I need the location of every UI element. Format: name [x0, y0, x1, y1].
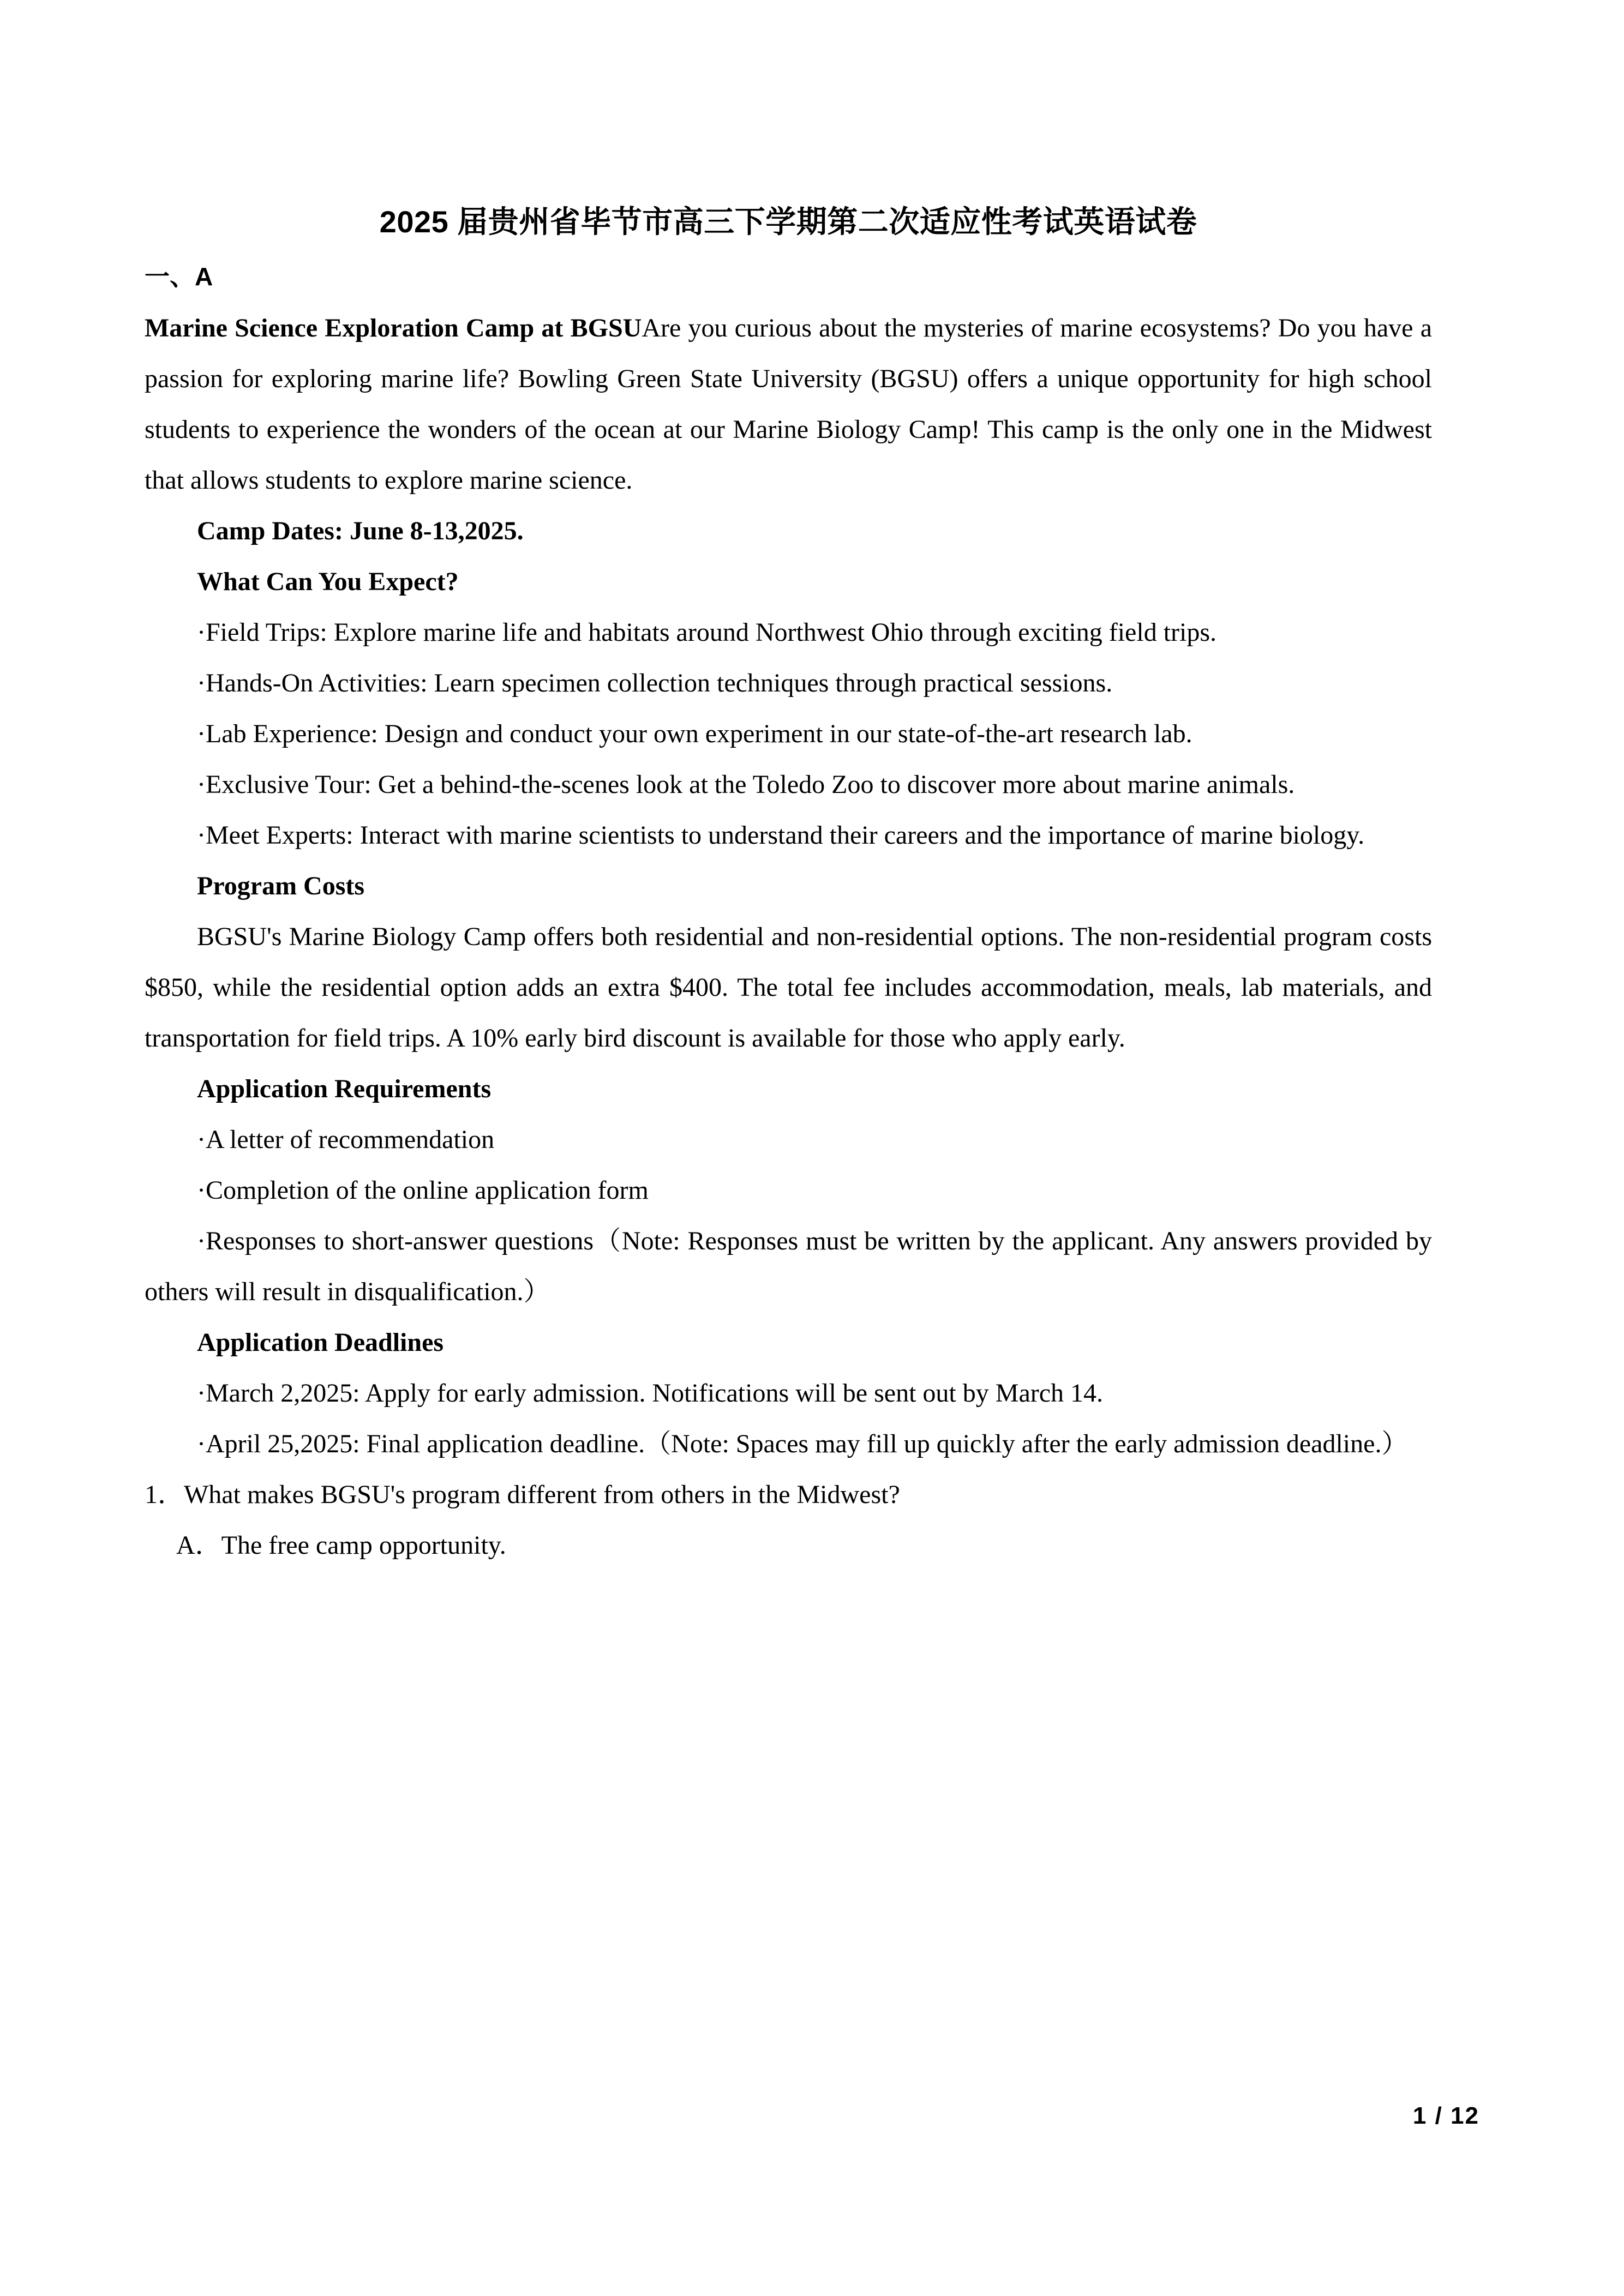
- question-stem-1: 1．What makes BGSU's program different from others in the Midwest?: [145, 1480, 900, 1510]
- passage-intro-paragraph: [145, 303, 1432, 506]
- list-item: ·Hands-On Activities: Learn specimen collection techniques through practical sessions.: [197, 669, 1113, 698]
- passage-intro-text: Are you curious about the mysteries of marine ecosystems? Do you have a passion for exploring marine life? Bowling Green State University (BGSU) offers a unique opportunity for high school students to experience the wonders of the ocean at our Marine Biology Camp! This camp is the only one in the Midwest that allows students to explore marine science.: [145, 314, 1432, 495]
- application-deadlines-heading: Application Deadlines: [197, 1328, 444, 1357]
- program-costs-heading: Program Costs: [197, 871, 365, 901]
- list-item: ·Completion of the online application form: [197, 1176, 649, 1205]
- passage-intro-lead: Marine Science Exploration Camp at BGSU: [145, 314, 642, 343]
- list-item: ·Meet Experts: Interact with marine scientists to understand their careers and the importance of marine biology.: [197, 821, 1365, 850]
- list-item: ·Exclusive Tour: Get a behind-the-scenes look at the Toledo Zoo to discover more about marine animals.: [197, 770, 1295, 800]
- camp-dates-heading: Camp Dates: June 8-13,2025.: [197, 516, 524, 546]
- page-number-footer: 1 / 12: [1412, 2102, 1479, 2129]
- list-item: ·Field Trips: Explore marine life and habitats around Northwest Ohio through exciting field trips.: [197, 618, 1217, 647]
- list-item: ·Lab Experience: Design and conduct your own experiment in our state-of-the-art research lab.: [197, 719, 1192, 749]
- passage-body: [145, 292, 1432, 1571]
- question-1-option-a: A．The free camp opportunity.: [176, 1531, 506, 1560]
- page-title: 2025 届贵州省毕节市高三下学期第二次适应性考试英语试卷: [379, 205, 1197, 239]
- list-item: ·April 25,2025: Final application deadline.（Note: Spaces may fill up quickly after the early admission deadline.）: [197, 1429, 1408, 1459]
- list-item: ·A letter of recommendation: [197, 1125, 495, 1155]
- what-can-you-expect-heading: What Can You Expect?: [197, 567, 459, 597]
- list-item: ·Responses to short-answer questions（Note: Responses must be written by the applicant. Any answers provided by others will result in disqualification.）: [145, 1227, 1432, 1307]
- list-item: ·March 2,2025: Apply for early admission. Notifications will be sent out by March 14.: [197, 1379, 1104, 1408]
- section-heading: 一、A: [145, 262, 213, 291]
- application-requirements-heading: Application Requirements: [197, 1074, 492, 1104]
- page-content: [145, 0, 1432, 1571]
- program-costs-paragraph: BGSU's Marine Biology Camp offers both residential and non-residential options. The non-residential program costs $850, while the residential option adds an extra $400. The total fee includes accommodation, meals, lab materials, and transportation for field trips. A 10% early bird discount is available for those who apply early.: [145, 922, 1432, 1053]
